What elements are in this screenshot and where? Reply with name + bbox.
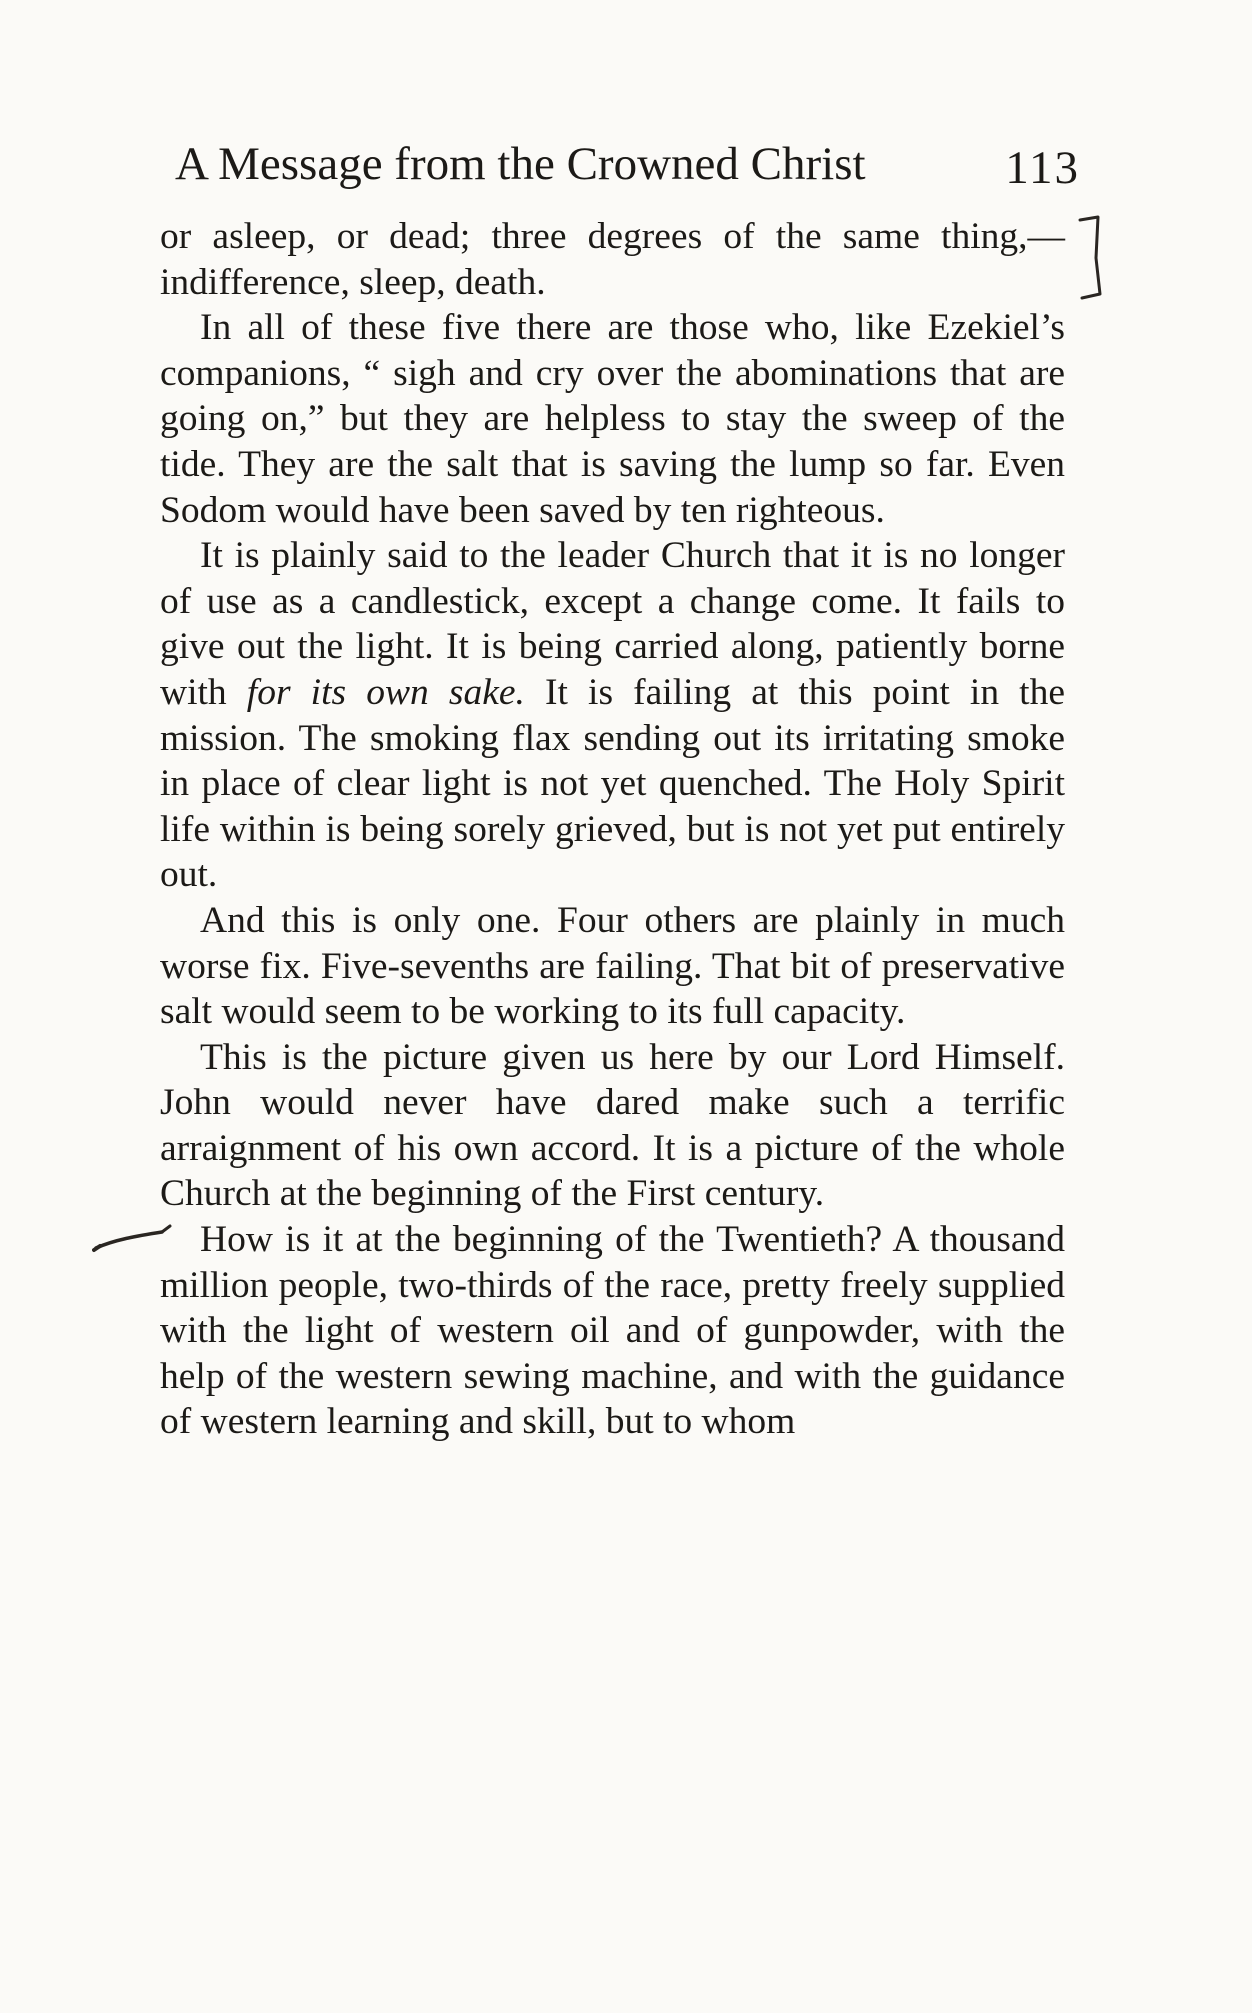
paragraph-2: In all of these five there are those who, like Ezekiel’s companions, “ sigh and cry over the abominations that are going on,” but they are helpless to stay the sweep of the tide. They are the salt that is saving the lump so far. Even Sodom would have been saved by ten righteous. — [160, 307, 1065, 531]
paragraph-5: This is the picture given us here by our Lord Himself. John would never have dared make such a terrific arraignment of his own accord. It is a picture of the whole Church at the beginning of the First century. — [160, 1036, 1065, 1215]
paragraph-6: How is it at the beginning of the Twentieth? A thousand million people, two-thirds of the race, pretty freely supplied with the light of western oil and of gunpowder, with the help of the western sewing machine, and with the guidance of western learning and skill, but to whom — [160, 1219, 1065, 1443]
paragraph-3-italic: for its own sake. — [246, 671, 525, 713]
handwritten-bracket-icon — [1076, 214, 1106, 300]
page-number: 113 — [1005, 142, 1080, 194]
paragraph-4: And this is only one. Four others are plainly in much worse fix. Five-sevenths are failing. That bit of preservative salt would seem to be working to its full capacity. — [160, 899, 1065, 1033]
running-header — [175, 134, 1080, 194]
paragraph-1: or asleep, or dead; three degrees of the same thing,—indifference, sleep, death. — [160, 216, 1065, 303]
paragraph-3-text-after: It is failing at this point in the mission. The smoking flax sending out its irritating smoke in place of clear light is not yet quenched. The Holy Spirit life within is being sorely grieved, but is not yet put entirely out. — [160, 671, 1066, 896]
running-title: A Message from the Crowned Christ — [175, 138, 866, 190]
paragraph-3-text-before: It is plainly said to the leader Church that it is no longer of use as a candlestick, except a change come. It fails to give out the light. It is being carried along, patiently borne with — [160, 535, 1065, 713]
page-body — [160, 214, 1065, 1445]
paragraph-3 — [160, 533, 1065, 898]
